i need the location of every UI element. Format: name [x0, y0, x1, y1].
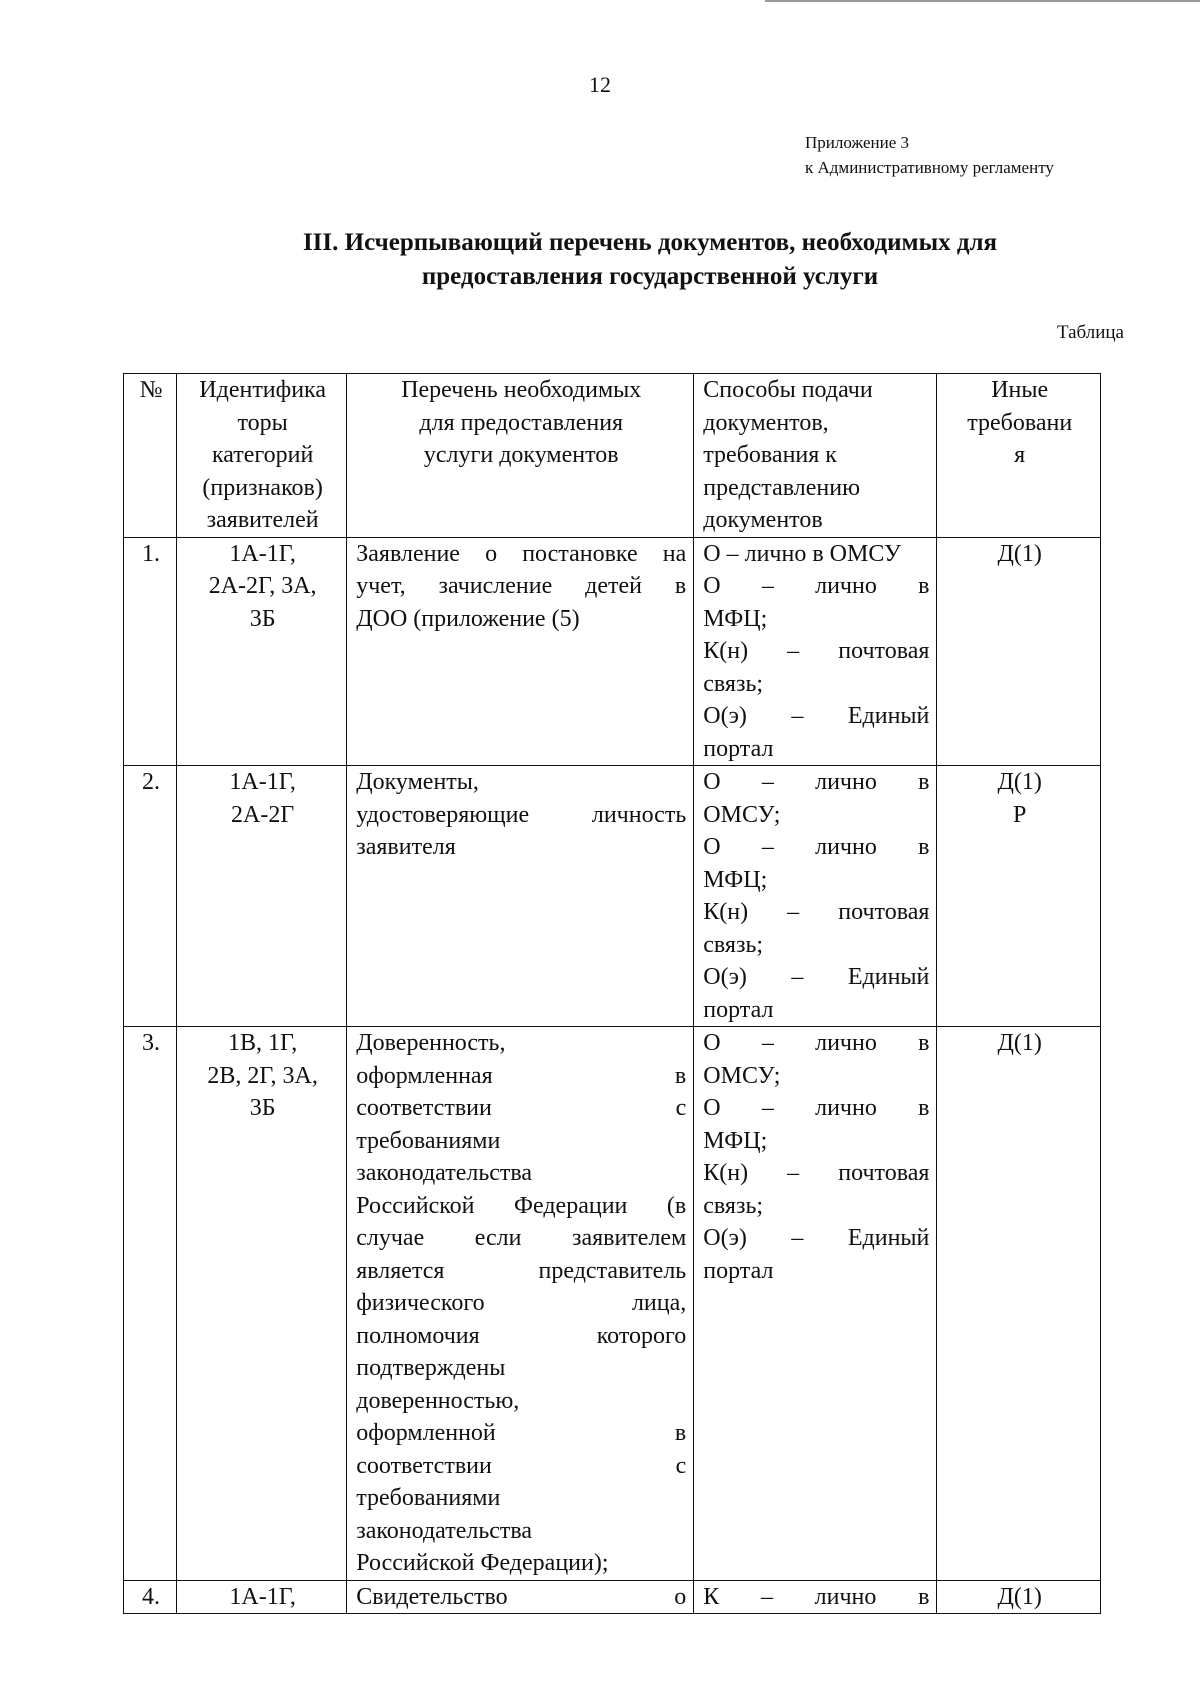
header-number: [124, 374, 177, 538]
section-title-line-2: предоставления государственной услуги: [421, 263, 879, 290]
identifier-line: 2В, 2Г, 3А,: [207, 1062, 318, 1089]
header-text-line: представлению: [703, 474, 861, 501]
header-text-line: (признаков): [202, 474, 323, 501]
header-text-line: документов: [703, 507, 823, 533]
section-title: [0, 226, 1200, 294]
other-requirements-cell: [937, 1580, 1101, 1614]
document-text-line: Доверенность,: [356, 1030, 506, 1056]
document-text-line: удостоверяющие личность: [356, 801, 687, 828]
document-text-line: Российской Федерации);: [356, 1550, 609, 1576]
method-text-line: О – лично в: [703, 1030, 930, 1056]
documents-cell: [347, 1027, 694, 1581]
header-text-line: Перечень необходимых: [401, 377, 642, 403]
method-text-line: О – лично в: [703, 573, 930, 599]
method-text-line: О(э) – Единый: [703, 964, 930, 990]
header-text-line: для предоставления: [419, 409, 624, 436]
document-text-line: оформленная в: [356, 1062, 687, 1089]
appendix-line-2: к Административному регламенту: [805, 158, 1054, 177]
documents-table: [123, 373, 1101, 1614]
requirement-code: Р: [1013, 801, 1027, 828]
method-text-line: МФЦ;: [703, 866, 768, 893]
document-text-line: Документы,: [356, 769, 479, 795]
document-text-line: ДОО (приложение (5): [356, 605, 580, 632]
submission-methods-cell: [694, 1580, 937, 1614]
table-caption: Таблица: [1056, 322, 1124, 343]
document-text-line: подтверждены: [356, 1355, 506, 1381]
document-text-line: Российской Федерации (в: [356, 1192, 687, 1219]
header-text-line: услуги документов: [423, 442, 619, 468]
row-number: 2.: [142, 769, 161, 795]
table-row: [124, 1580, 1101, 1614]
header-text-line: заявителей: [206, 507, 319, 533]
section-title-line-1: III. Исчерпывающий перечень документов, необходимых для: [302, 229, 998, 256]
identifier-line: 1В, 1Г,: [228, 1030, 298, 1056]
document-text-line: законодательства: [356, 1160, 533, 1186]
identifier-line: 1А-1Г,: [229, 1583, 296, 1610]
requirement-code: Д(1): [997, 540, 1042, 567]
header-text-line: Иные: [991, 377, 1049, 403]
applicant-identifiers-cell: [177, 766, 347, 1027]
method-text-line: портал: [703, 735, 774, 762]
row-number-cell: [124, 766, 177, 1027]
header-documents-list: [347, 374, 694, 538]
method-text-line: К – лично в: [703, 1583, 930, 1610]
method-text-line: О – лично в: [703, 1095, 930, 1121]
method-text-line: О – лично в: [703, 834, 930, 860]
table-body: [124, 537, 1101, 1614]
document-text-line: заявителя: [356, 834, 456, 860]
identifier-line: 1А-1Г,: [229, 540, 296, 567]
method-text-line: О(э) – Единый: [703, 703, 930, 729]
header-number-text: №: [139, 377, 163, 403]
identifier-line: 2А-2Г: [231, 801, 295, 828]
table-header-row: [124, 374, 1101, 538]
applicant-identifiers-cell: [177, 1580, 347, 1614]
table-row: [124, 1027, 1101, 1581]
other-requirements-cell: [937, 766, 1101, 1027]
document-text-line: доверенностью,: [356, 1387, 520, 1414]
documents-cell: [347, 766, 694, 1027]
method-text-line: О – лично в ОМСУ: [703, 540, 902, 567]
row-number-cell: [124, 537, 177, 766]
table-row: [124, 766, 1101, 1027]
method-text-line: К(н) – почтовая: [703, 899, 930, 925]
row-number-cell: [124, 1027, 177, 1581]
document-text-line: является представитель: [356, 1257, 687, 1284]
method-text-line: портал: [703, 1257, 774, 1284]
document-text-line: Заявление о постановке на: [356, 540, 687, 567]
document-text-line: случае если заявителем: [356, 1225, 687, 1251]
submission-methods-cell: [694, 537, 937, 766]
header-text-line: я: [1014, 442, 1026, 468]
requirement-code: Д(1): [997, 1583, 1042, 1610]
document-text-line: соответствии с: [356, 1095, 687, 1121]
row-number: 4.: [142, 1583, 161, 1610]
row-number: 1.: [142, 540, 161, 567]
scan-edge-line: [765, 0, 1200, 2]
header-text-line: Способы подачи: [703, 377, 873, 403]
header-applicant-identifiers: [177, 374, 347, 538]
method-text-line: связь;: [703, 931, 764, 958]
document-text-line: оформленной в: [356, 1420, 687, 1446]
documents-cell: [347, 537, 694, 766]
header-text-line: документов,: [703, 409, 829, 436]
header-text-line: требовани: [967, 409, 1073, 436]
header-text-line: категорий: [211, 442, 314, 468]
appendix-line-1: Приложение 3: [805, 133, 909, 152]
row-number-cell: [124, 1580, 177, 1614]
header-submission-methods: [694, 374, 937, 538]
identifier-line: 3Б: [249, 1095, 276, 1121]
method-text-line: ОМСУ;: [703, 1062, 781, 1089]
header-other-requirements: [937, 374, 1101, 538]
document-text-line: полномочия которого: [356, 1322, 687, 1349]
identifier-line: 2А-2Г, 3А,: [208, 573, 317, 599]
row-number: 3.: [142, 1030, 161, 1056]
other-requirements-cell: [937, 1027, 1101, 1581]
document-text-line: учет, зачисление детей в: [356, 573, 687, 599]
method-text-line: О(э) – Единый: [703, 1225, 930, 1251]
other-requirements-cell: [937, 537, 1101, 766]
method-text-line: О – лично в: [703, 769, 930, 795]
appendix-note: [805, 130, 1054, 180]
documents-cell: [347, 1580, 694, 1614]
document-text-line: Свидетельство о: [356, 1583, 687, 1610]
requirement-code: Д(1): [997, 769, 1042, 795]
document-text-line: законодательства: [356, 1517, 533, 1544]
method-text-line: К(н) – почтовая: [703, 1160, 930, 1186]
header-text-line: торы: [237, 409, 288, 436]
document-text-line: требованиями: [356, 1485, 501, 1511]
submission-methods-cell: [694, 766, 937, 1027]
requirement-code: Д(1): [997, 1030, 1042, 1056]
applicant-identifiers-cell: [177, 537, 347, 766]
applicant-identifiers-cell: [177, 1027, 347, 1581]
method-text-line: К(н) – почтовая: [703, 638, 930, 664]
header-text-line: Идентифика: [199, 377, 326, 403]
table-row: [124, 537, 1101, 766]
method-text-line: ОМСУ;: [703, 801, 781, 828]
method-text-line: МФЦ;: [703, 1127, 768, 1154]
method-text-line: связь;: [703, 670, 764, 697]
document-text-line: требованиями: [356, 1127, 501, 1154]
submission-methods-cell: [694, 1027, 937, 1581]
method-text-line: портал: [703, 996, 774, 1023]
method-text-line: МФЦ;: [703, 605, 768, 632]
header-text-line: требования к: [703, 442, 837, 468]
method-text-line: связь;: [703, 1192, 764, 1219]
document-text-line: соответствии с: [356, 1452, 687, 1479]
identifier-line: 3Б: [249, 605, 276, 632]
page-number: 12: [589, 72, 611, 97]
identifier-line: 1А-1Г,: [229, 769, 296, 795]
document-text-line: физического лица,: [356, 1290, 687, 1316]
